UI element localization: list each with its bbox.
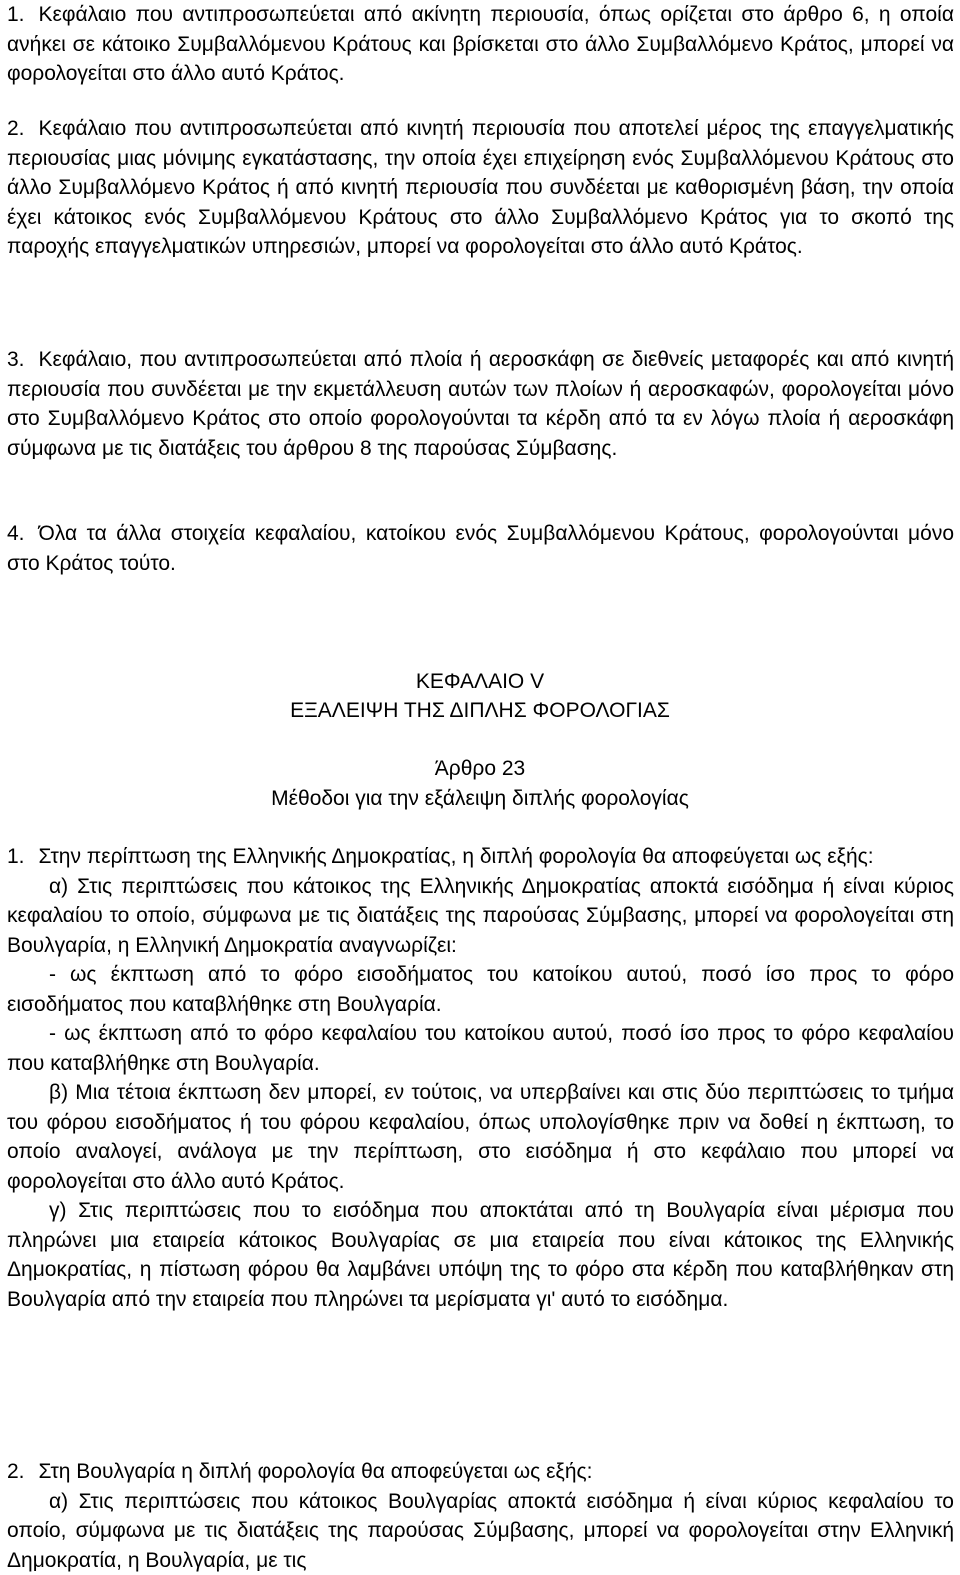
paragraph-2 xyxy=(7,114,954,262)
article-paragraph-2 xyxy=(7,1457,954,1575)
article-paragraph-intro xyxy=(7,1457,954,1487)
paragraph-text: Κεφάλαιο που αντιπροσωπεύεται από κινητή περιουσία που αποτελεί μέρος της επαγγελματικής περιουσίας μιας μόνιμης εγκατάστασης, την οποία έχει επιχείρηση ενός Συμβαλλόμενου Κράτους στο άλλο Συμβαλλόμενο Κράτος ή από κινητή περιουσία που συνδέεται με καθορισμένη βάση, την οποία έχει κάτοικος ενός Συμβαλλόμενου Κράτους στο άλλο Συμβαλλόμενο Κράτος για το σκοπό της παροχής επαγγελματικών υπηρεσιών, μπορεί να φορολογείται στο άλλο αυτό Κράτος. xyxy=(7,117,954,258)
paragraph-text: Κεφάλαιο, που αντιπροσωπεύεται από πλοία ή αεροσκάφη σε διεθνείς μεταφορές και από κινητή περιουσία που συνδέεται με την εκμετάλλευση αυτών των πλοίων ή αεροσκαφών, φορολογείται μόνο στο Συμβαλλόμενο Κράτος στο οποίο φορολογούνται τα κέρδη από τα εν λόγω πλοία ή αεροσκάφη σύμφωνα με τις διατάξεις του άρθρου 8 της παρούσας Σύμβασης. xyxy=(7,348,954,460)
paragraph-text: Κεφάλαιο που αντιπροσωπεύεται από ακίνητη περιουσία, όπως ορίζεται στο άρθρο 6, η οποία ανήκει σε κάτοικο Συμβαλλόμενου Κράτους και βρίσκεται στο άλλο Συμβαλλόμενο Κράτος, μπορεί να φορολογείται στο άλλο αυτό Κράτος. xyxy=(7,3,954,85)
paragraph-text: Στην περίπτωση της Ελληνικής Δημοκρατίας, η διπλή φορολογία θα αποφεύγεται ως εξής: xyxy=(39,845,874,868)
paragraph-number: 2. xyxy=(7,1460,25,1483)
article-paragraph-intro xyxy=(7,842,954,872)
dash-item-2: - ως έκπτωση από το φόρο κεφαλαίου του κατοίκου αυτού, ποσό ίσο προς το φόρο κεφαλαίου που καταβλήθηκε στη Βουλγαρία. xyxy=(7,1019,954,1078)
paragraph-number: 1. xyxy=(7,845,25,868)
paragraph-number: 2. xyxy=(7,117,25,140)
subparagraph-alpha: α) Στις περιπτώσεις που κάτοικος της Ελληνικής Δημοκρατίας αποκτά εισόδημα ή είναι κύριος κεφαλαίου το οποίο, σύμφωνα με τις διατάξεις της παρούσας Σύμβασης, μπορεί να φορολογείται στη Βουλγαρία, η Ελληνική Δημοκρατία αναγνωρίζει: xyxy=(7,872,954,961)
chapter-label: ΚΕΦΑΛΑΙΟ V xyxy=(0,667,960,697)
subparagraph-gamma: γ) Στις περιπτώσεις που το εισόδημα που αποκτάται από τη Βουλγαρία είναι μέρισμα που πληρώνει μια εταιρεία κάτοικος Βουλγαρίας σε μια εταιρεία που είναι κάτοικος της Ελληνικής Δημοκρατίας, η πίστωση φόρου θα λαμβάνει υπόψη της το φόρο στα κέρδη που καταβλήθηκαν στη Βουλγαρία από την εταιρεία που πληρώνει τα μερίσματα γι' αυτό το εισόδημα. xyxy=(7,1196,954,1314)
article-paragraph-1 xyxy=(7,842,954,1314)
paragraph-1 xyxy=(7,0,954,89)
paragraph-number: 4. xyxy=(7,522,25,545)
article-label: Άρθρο 23 xyxy=(0,754,960,784)
dash-item-1: - ως έκπτωση από το φόρο εισοδήματος του κατοίκου αυτού, ποσό ίσο προς το φόρο εισοδήματος που καταβλήθηκε στη Βουλγαρία. xyxy=(7,960,954,1019)
article-title: Μέθοδοι για την εξάλειψη διπλής φορολογίας xyxy=(0,784,960,814)
paragraph-3 xyxy=(7,345,954,463)
paragraph-number: 1. xyxy=(7,3,25,26)
paragraph-text: Όλα τα άλλα στοιχεία κεφαλαίου, κατοίκου ενός Συμβαλλόμενου Κράτους, φορολογούνται μόνο στο Κράτος τούτο. xyxy=(7,522,954,575)
chapter-title: ΕΞΑΛΕΙΨΗ ΤΗΣ ΔΙΠΛΗΣ ΦΟΡΟΛΟΓΙΑΣ xyxy=(0,696,960,726)
paragraph-4 xyxy=(7,519,954,578)
subparagraph-beta: β) Μια τέτοια έκπτωση δεν μπορεί, εν τούτοις, να υπερβαίνει και στις δύο περιπτώσεις το τμήμα του φόρου εισοδήματος ή του φόρου κεφαλαίου, όπως υπολογίσθηκε πριν να δοθεί η έκπτωση, το οποίο αναλογεί, ανάλογα με την περίπτωση, στο εισόδημα ή στο κεφάλαιο που μπορεί να φορολογείται στο άλλο αυτό Κράτος. xyxy=(7,1078,954,1196)
paragraph-text: Στη Βουλγαρία η διπλή φορολογία θα αποφεύγεται ως εξής: xyxy=(39,1460,593,1483)
paragraph-number: 3. xyxy=(7,348,25,371)
subparagraph-alpha: α) Στις περιπτώσεις που κάτοικος Βουλγαρίας αποκτά εισόδημα ή είναι κύριος κεφαλαίου το οποίο, σύμφωνα με τις διατάξεις της παρούσας Σύμβασης, μπορεί να φορολογείται στην Ελληνική Δημοκρατία, η Βουλγαρία, με τις xyxy=(7,1487,954,1575)
